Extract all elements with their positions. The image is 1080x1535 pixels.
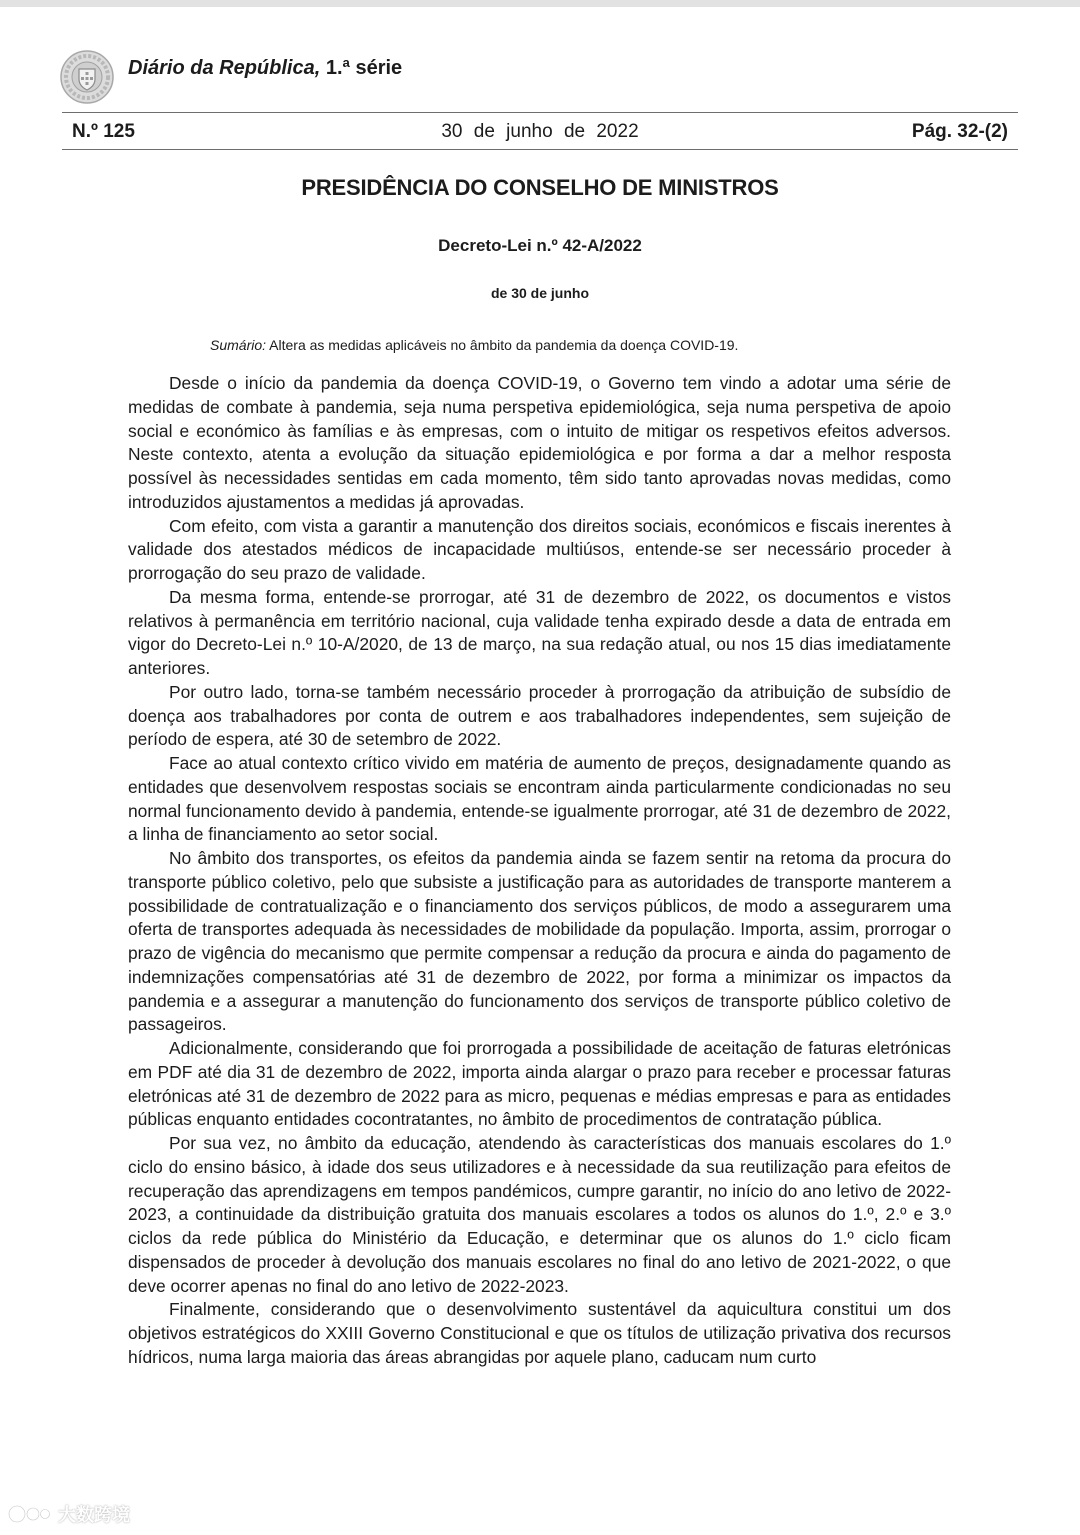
paragraph: Adicionalmente, considerando que foi prorrogada a possibilidade de aceitação de faturas eletrónicas em PDF até dia 31 de dezembro de 2022, importa ainda alargar o prazo para receber e processar faturas eletrónicas até 31 de dezembro de 2022 para as micro, pequenas e médias empresas e para as entidades públicas enquanto entidades cocontratantes, no âmbito de procedimentos de contratação pública. <box>128 1038 951 1130</box>
paragraph: Com efeito, com vista a garantir a manutenção dos direitos sociais, económicos e fiscais inerentes à validade dos atestados médicos de incapacidade multiúsos, entende-se ser necessário proceder à prorrogação do seu prazo de validade. <box>128 515 951 583</box>
top-edge <box>0 0 1080 7</box>
gazette-name: Diário da República, <box>128 57 321 79</box>
coat-of-arms-icon <box>59 49 115 105</box>
paragraph: Da mesma forma, entende-se prorrogar, até 31 de dezembro de 2022, os documentos e vistos relativos à permanência em território nacional, cuja validade tenha expirado desde a data de entrada em vigor do Decreto-Lei n.º 10-A/2020, de 13 de março, na sua redação atual, ou nos 15 dias imediatamente anteriores. <box>128 586 951 678</box>
paragraph: Por sua vez, no âmbito da educação, atendendo às características dos manuais escolares do 1.º ciclo do ensino básico, à idade dos seus utilizadores e à necessidade da sua reutilização para efeitos de recuperação das aprendizagens em tempos pandémicos, cumpre garantir, no início do ano letivo de 2022-2023, a continuidade da distribuição gratuita dos manuais escolares a todos os alunos do 1.º, 2.º e 3.º ciclos da rede pública do Ministério da Educação, e determinar que os alunos do 1.º ciclo ficam dispensados de proceder à devolução dos manuais escolares no final do ano letivo de 2021-2022, o que deve ocorrer apenas no final do ano letivo de 2022-2023. <box>128 1133 951 1296</box>
paragraph: Por outro lado, torna-se também necessário proceder à prorrogação da atribuição de subsídio de doença aos trabalhadores por conta de outrem e aos trabalhadores independentes, sem sujeição de período de espera, até 30 de setembro de 2022. <box>128 681 951 750</box>
preamble-body <box>128 372 951 1370</box>
watermark <box>6 1501 130 1527</box>
watermark-text: 大数跨境 <box>58 1505 130 1525</box>
decree-title: Decreto-Lei n.º 42-A/2022 <box>438 236 642 255</box>
watermark-logo-icon <box>6 1503 52 1525</box>
paragraph: Finalmente, considerando que o desenvolvimento sustentável da aquicultura constitui um dos objetivos estratégicos do XXIII Governo Constitucional e que os títulos de utilização privativa dos recursos hídricos, numa larga maioria das áreas abrangidas por aquele plano, caducam num curto <box>128 1299 951 1367</box>
paragraph: Face ao atual contexto crítico vivido em matéria de aumento de preços, designadamente quando as entidades que desenvolvem respostas sociais se encontram ainda particularmente condicionadas no seu normal funcionamento devido à pandemia, entende-se igualmente prorrogar, até 31 de dezembro de 2022, a linha de financiamento ao setor social. <box>128 753 951 845</box>
page-number: Pág. 32-(2) <box>911 121 1008 142</box>
summary-label: Sumário: <box>210 337 267 353</box>
decree-date: de 30 de junho <box>490 285 589 301</box>
issue-date: 30 de junho de 2022 <box>441 121 639 142</box>
paragraph: Desde o início da pandemia da doença COVID-19, o Governo tem vindo a adotar uma série de medidas de combate à pandemia, seja numa perspetiva epidemiológica, seja numa perspetiva de apoio social e económico às famílias e às empresas, com o intuito de mitigar os respetivos efeitos adversos. Neste contexto, atenta a evolução da situação epidemiológica e por forma a dar a melhor resposta possível às necessidades sentidas em cada momento, têm sido tanto aprovadas novas medidas, como introduzidos ajustamentos a medidas já aprovadas. <box>128 373 951 512</box>
issue-number: N.º 125 <box>72 121 135 142</box>
summary <box>210 337 738 353</box>
header-top-rule <box>62 112 1018 113</box>
summary-text: Altera as medidas aplicáveis no âmbito da pandemia da doença COVID-19. <box>269 337 739 353</box>
header-bottom-rule <box>62 149 1018 150</box>
ministry-heading: PRESIDÊNCIA DO CONSELHO DE MINISTROS <box>301 175 779 200</box>
paragraph: No âmbito dos transportes, os efeitos da pandemia ainda se fazem sentir na retoma da procura do transporte público coletivo, pelo que subsiste a justificação para as autoridades de transporte manterem a possibilidade de contratualização e o financiamento dos serviços públicos, de modo a assegurarem uma oferta de transportes adequada às necessidades de mobilidade da população. Importa, assim, prorrogar o prazo de vigência do mecanismo que permite compensar a redução da procura e ainda do pagamento de indemnizações compensatórias até 31 de dezembro de 2022, por forma a minimizar os impactos da pandemia e a assegurar a manutenção do funcionamento dos serviços de transporte público coletivo de passageiros. <box>128 848 951 1035</box>
gazette-series: 1.ª série <box>325 57 403 79</box>
gazette-title <box>128 57 402 80</box>
